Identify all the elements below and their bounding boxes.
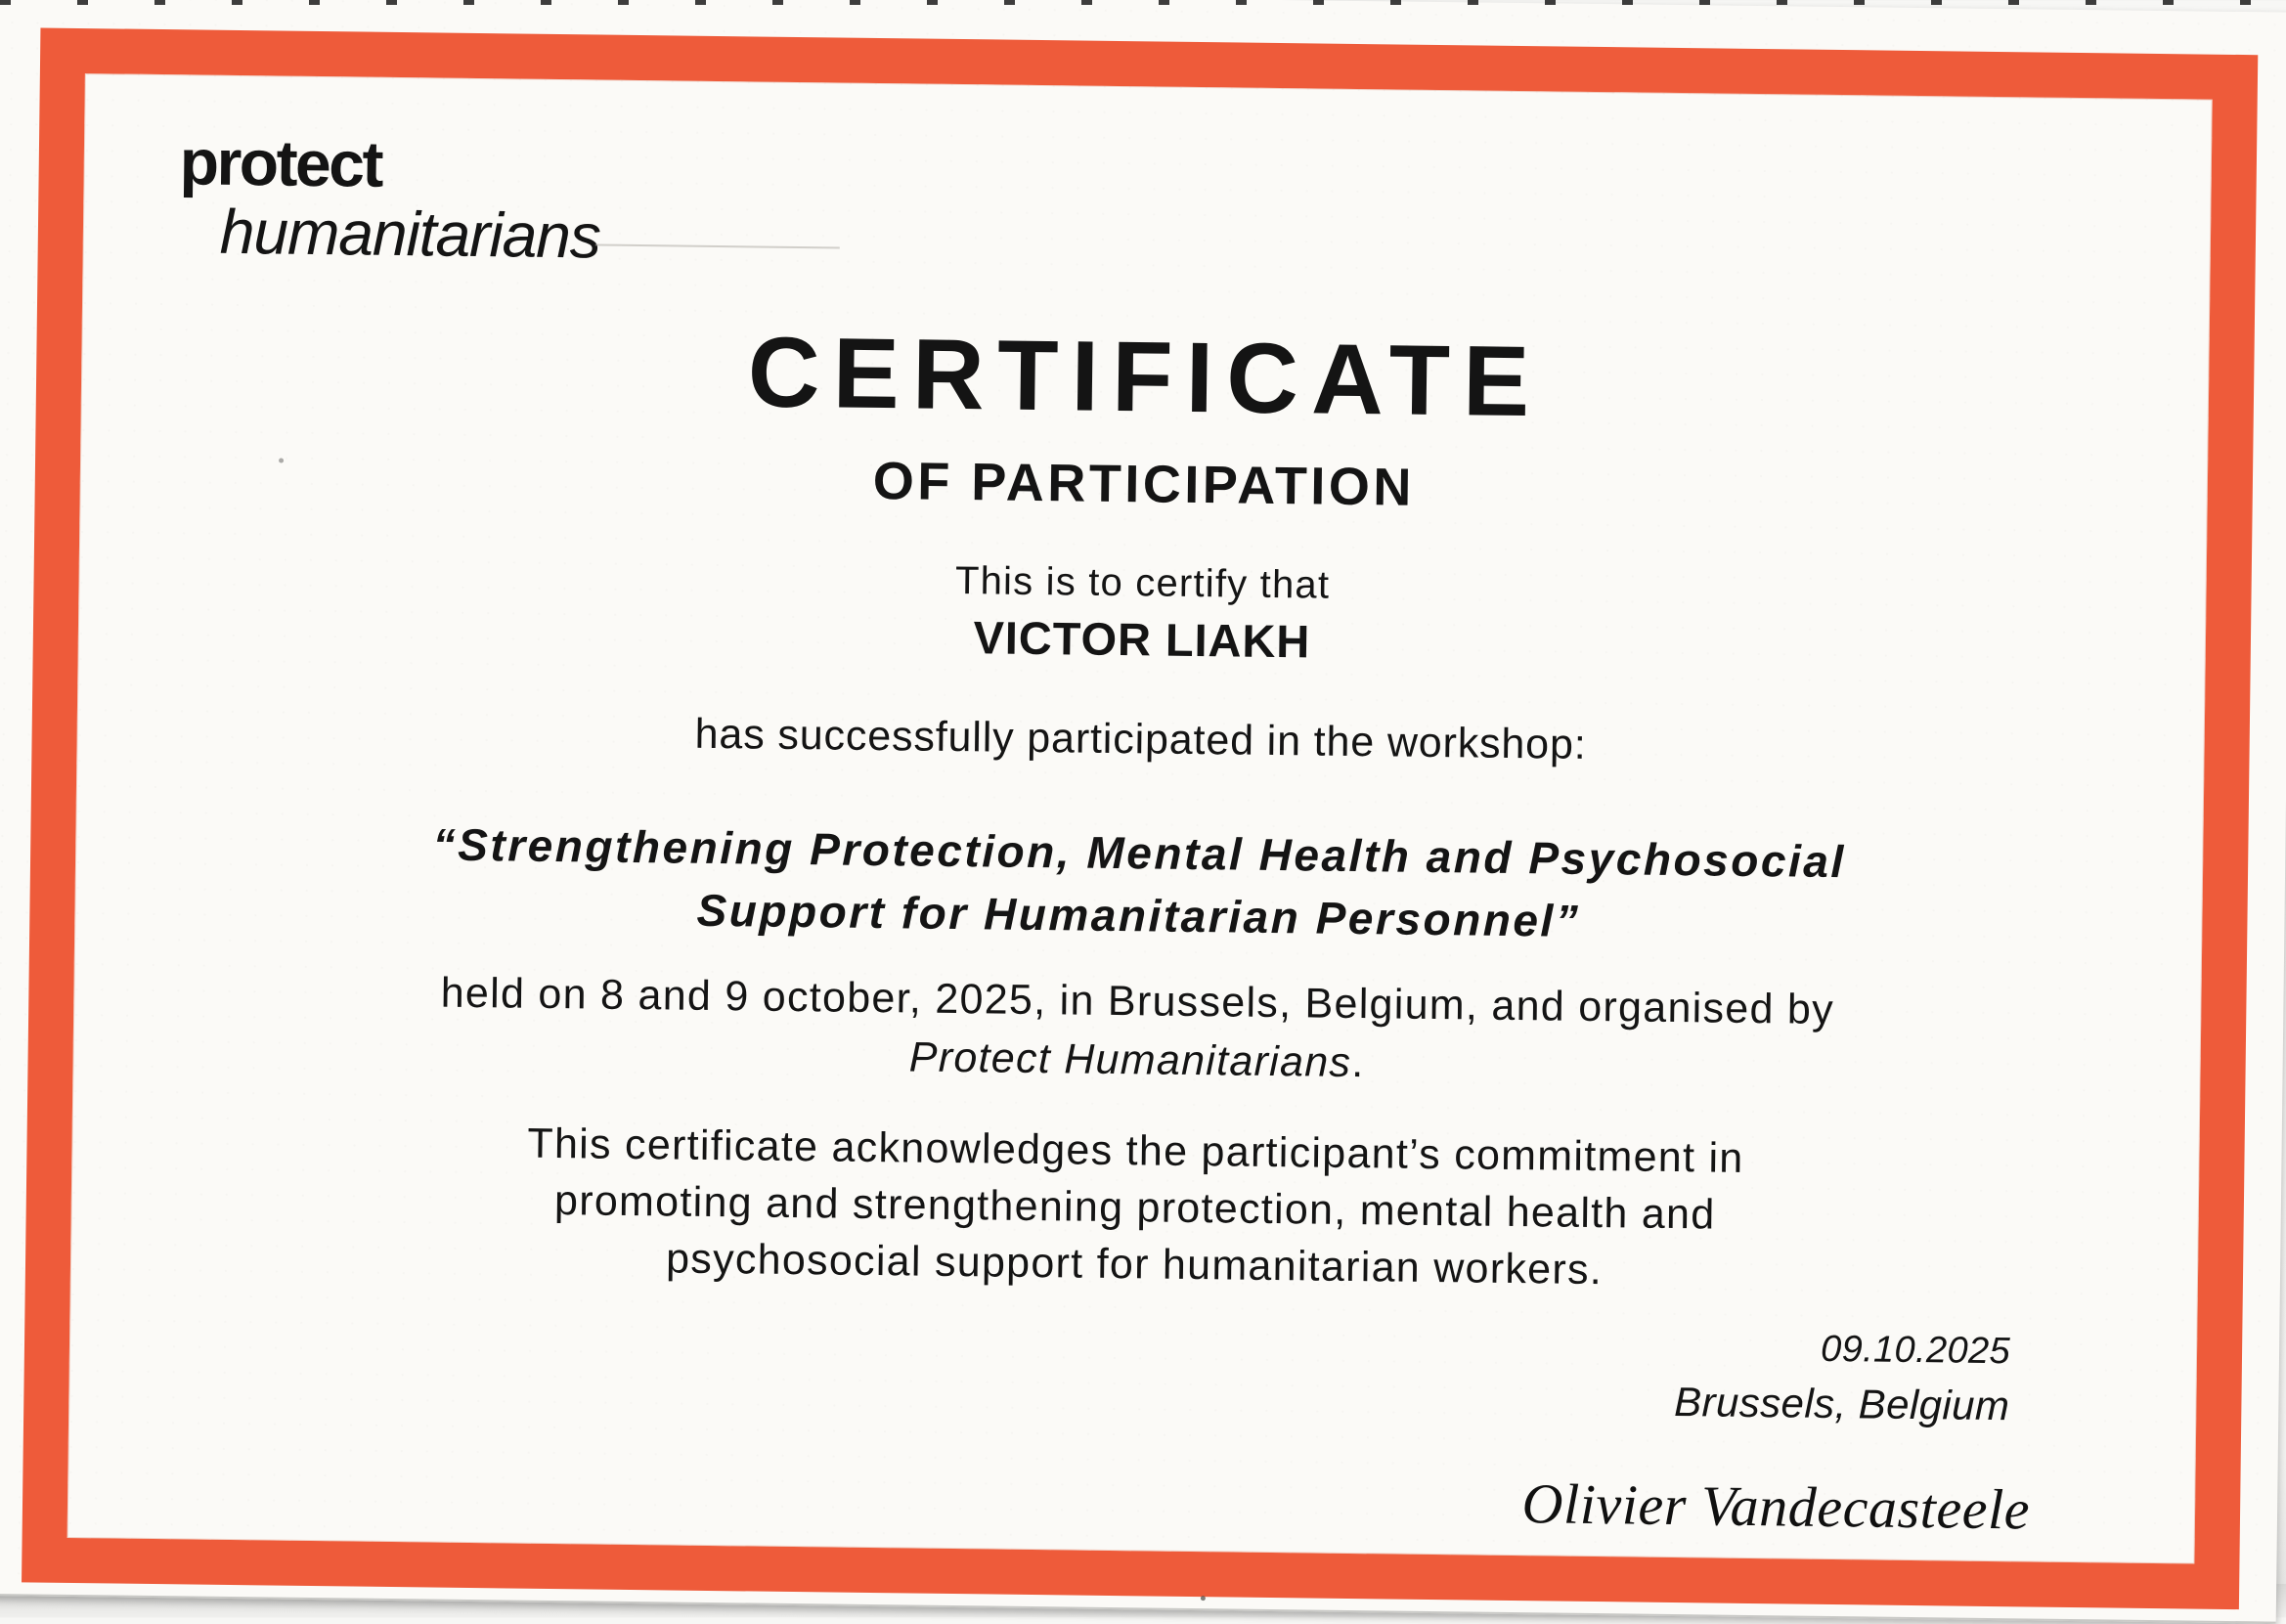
organiser-name: Protect Humanitarians [908,1033,1352,1086]
scan-speck [1201,1596,1206,1601]
organiser-suffix: . [1350,1038,1365,1087]
workshop-title [74,809,2203,960]
acknowledgement-line3: psychosocial support for humanitarian workers. [665,1235,1604,1295]
certificate-location: Brussels, Belgium [1673,1379,2010,1429]
workshop-title-line2: Support for Humanitarian Personnel” [696,884,1581,946]
acknowledgement-paragraph [70,1110,2200,1306]
scanner-edge-ticks [0,0,2286,5]
certify-line: This is to certify that [954,558,1331,607]
workshop-title-line1: “Strengthening Protection, Mental Health and Psychosocial [432,818,1847,888]
scan-speck [279,459,284,463]
recipient-name: VICTOR LIAKH [973,611,1311,668]
certificate-date: 09.10.2025 [1820,1328,2011,1373]
acknowledgement-line1: This certificate acknowledges the participant’s commitment in [527,1119,1744,1182]
certificate-title: CERTIFICATE [747,316,1544,438]
protect-humanitarians-logo [179,125,602,272]
participation-line: has successfully participated in the workshop: [694,710,1587,768]
signatory-name: Olivier Vandecasteele [1521,1471,2031,1542]
acknowledgement-line2: promoting and strengthening protection, mental health and [553,1177,1716,1239]
signature-block [1521,1325,2032,1542]
event-details-line1: held on 8 and 9 october, 2025, in Brussels, Belgium, and organised by [440,969,1835,1033]
certificate-subtitle: OF PARTICIPATION [872,451,1416,517]
logo-word-protect: protect [179,125,382,200]
logo-word-humanitarians: humanitarians [219,196,601,272]
